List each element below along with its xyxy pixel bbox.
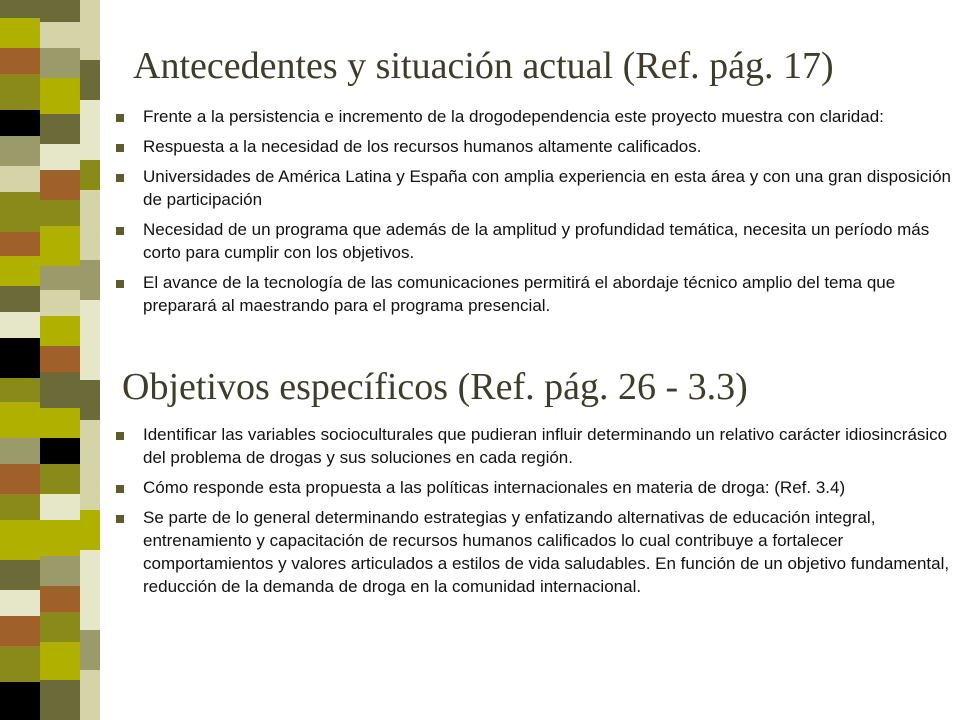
stripe-block [80,100,100,160]
list-item [116,423,951,469]
stripe-block [40,78,80,114]
stripe-block [0,378,40,402]
stripe-block [0,256,40,286]
stripe-block [40,586,80,612]
stripe-block [0,338,40,378]
stripe-block [40,266,80,290]
stripe-block [0,286,40,312]
objetivos-bullet-list [116,423,951,605]
square-bullet-icon [116,114,124,122]
stripe-block [40,556,80,586]
stripe-block [80,510,100,550]
stripe-block [80,260,100,300]
stripe-block [80,60,100,100]
stripe-block [0,494,40,520]
stripe-block [40,316,80,346]
stripe-block [40,48,80,78]
square-bullet-icon [116,432,124,440]
stripe-block [40,372,80,408]
section-title-antecedentes: Antecedentes y situación actual (Ref. pág. 17) [133,45,834,87]
list-item [116,105,951,128]
stripe-block [80,550,100,630]
stripe-block [0,560,40,590]
list-item [116,218,951,264]
stripe-block [40,200,80,226]
stripe-block [0,110,40,136]
stripe-block [40,680,80,720]
list-item [116,165,951,211]
list-item-text: Cómo responde esta propuesta a las políticas internacionales en materia de droga: (Ref. 3.4) [143,478,846,497]
list-item [116,476,951,499]
stripe-block [80,670,100,720]
stripe-block [80,630,100,670]
list-item-text: Universidades de América Latina y España con amplia experiencia en esta área y con una gran disposición de participación [143,167,951,209]
stripe-block [0,464,40,494]
list-item [116,506,951,598]
stripe-block [80,300,100,380]
stripe-block [40,408,80,438]
stripe-block [0,590,40,616]
square-bullet-icon [116,485,124,493]
stripe-block [40,0,80,22]
antecedentes-bullet-list [116,105,951,324]
stripe-block [0,232,40,256]
stripe-block [40,642,80,680]
square-bullet-icon [116,280,124,288]
stripe-block [40,520,80,556]
stripe-block [40,612,80,642]
stripe-block [40,346,80,372]
stripe-block [40,494,80,520]
stripe-block [0,520,40,560]
stripe-block [40,438,80,464]
stripe-block [0,312,40,338]
stripe-block [80,380,100,420]
stripe-block [40,290,80,316]
stripe-block [0,682,40,720]
list-item [116,271,951,317]
list-item [116,135,951,158]
stripe-block [80,190,100,260]
stripe-block [40,114,80,144]
square-bullet-icon [116,515,124,523]
stripe-block [0,166,40,192]
stripe-block [0,136,40,166]
stripe-block [0,402,40,438]
stripe-block [0,18,40,48]
stripe-block [40,144,80,170]
stripe-block [80,160,100,190]
square-bullet-icon [116,174,124,182]
stripe-block [40,226,80,266]
section-title-objetivos: Objetivos específicos (Ref. pág. 26 - 3.3) [122,366,748,408]
stripe-block [80,0,100,60]
list-item-text: Necesidad de un programa que además de la amplitud y profundidad temática, necesita un período más corto para cumplir con los objetivos. [143,220,930,262]
stripe-block [0,48,40,74]
stripe-block [0,438,40,464]
stripe-block [0,0,40,18]
stripe-block [0,616,40,646]
stripe-block [80,420,100,510]
stripe-block [0,74,40,110]
list-item-text: El avance de la tecnología de las comunicaciones permitirá el abordaje técnico amplio del tema que preparará al maestrando para el programa presencial. [143,273,896,315]
list-item-text: Frente a la persistencia e incremento de la drogodependencia este proyecto muestra con claridad: [143,107,884,126]
list-item-text: Se parte de lo general determinando estrategias y enfatizando alternativas de educación integral, entrenamiento y capacitación de recursos humanos calificados lo cual contribuye a fortalecer comportamientos y valores articulados a estilos de vida saludables. En función de un objetivo fundamental, reducción de la demanda de droga en la comunidad internacional. [143,508,950,596]
stripe-block [40,170,80,200]
stripe-block [0,192,40,232]
decorative-stripe-column [0,0,100,720]
list-item-text: Respuesta a la necesidad de los recursos humanos altamente calificados. [143,137,702,156]
stripe-block [40,464,80,494]
square-bullet-icon [116,227,124,235]
stripe-block [40,22,80,48]
square-bullet-icon [116,144,124,152]
list-item-text: Identificar las variables socioculturales que pudieran influir determinando un relativo carácter idiosincrásico del problema de drogas y sus soluciones en cada región. [143,425,948,467]
stripe-block [0,646,40,682]
